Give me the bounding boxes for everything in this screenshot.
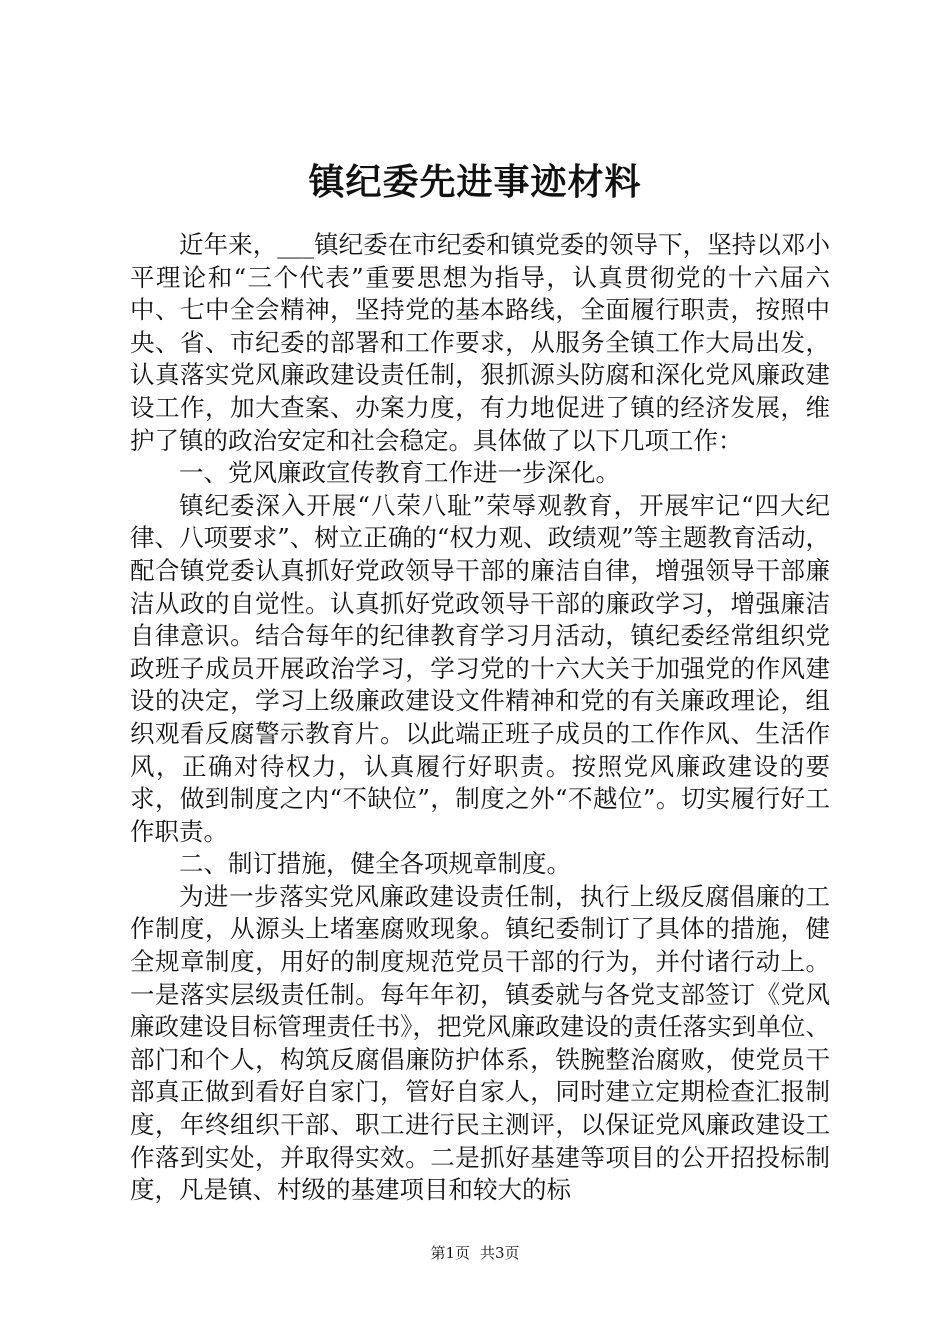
section-heading-2: 二、制订措施，健全各项规章制度。	[179, 849, 571, 879]
page-footer	[0, 1243, 950, 1263]
paragraph-section-1: 镇纪委深入开展“八荣八耻”荣辱观教育，开展牢记“四大纪律、八项要求”、树立正确的“权力观、政绩观”等主题教育活动，配合镇党委认真抓好党政领导干部的廉洁自律，增强领导干部廉洁从政的自觉性。认真抓好党政领导干部的廉政学习，增强廉洁自律意识。结合每年的纪律教育学习月活动，镇纪委经常组织党政班子成员开展政治学习，学习党的十六大关于加强党的作风建设的决定，学习上级廉政建设文件精神和党的有关廉政理论，组织观看反腐警示教育片。以此端正班子成员的工作作风、生活作风，正确对待权力，认真履行好职责。按照党风廉政建设的要求，做到制度之内“不缺位”，制度之外“不越位”。切实履行好工作职责。	[130, 490, 830, 846]
page-number: 第1页	[430, 1244, 470, 1262]
document-body	[130, 229, 830, 1207]
document-title: 镇纪委先进事迹材料	[308, 161, 642, 203]
paragraph-section-2: 为进一步落实党风廉政建设责任制，执行上级反腐倡廉的工作制度，从源头上堵塞腐败现象。镇纪委制订了具体的措施，健全规章制度，用好的制度规范党员干部的行为，并付诸行动上。一是落实层级责任制。每年年初，镇委就与各党支部签订《党风廉政建设目标管理责任书》，把党风廉政建设的责任落实到单位、部门和个人，构筑反腐倡廉防护体系，铁腕整治腐败，使党员干部真正做到看好自家门，管好自家人，同时建立定期检查汇报制度，年终组织干部、职工进行民主测评，以保证党风廉政建设工作落到实处，并取得实效。二是抓好基建等项目的公开招投标制度，凡是镇、村级的基建项目和较大的标	[130, 881, 830, 1205]
paragraph-intro: 近年来，___镇纪委在市纪委和镇党委的领导下，坚持以邓小平理论和“三个代表”重要思想为指导，认真贯彻党的十六届六中、七中全会精神，坚持党的基本路线，全面履行职责，按照中央、省、市纪委的部署和工作要求，从服务全镇工作大局出发，认真落实党风廉政建设责任制，狠抓源头防腐和深化党风廉政建设工作，加大查案、办案力度，有力地促进了镇的经济发展，维护了镇的政治安定和社会稳定。具体做了以下几项工作：	[130, 230, 830, 455]
section-heading-1: 一、党风廉政宣传教育工作进一步深化。	[179, 458, 620, 488]
page-total: 共3页	[480, 1244, 520, 1262]
